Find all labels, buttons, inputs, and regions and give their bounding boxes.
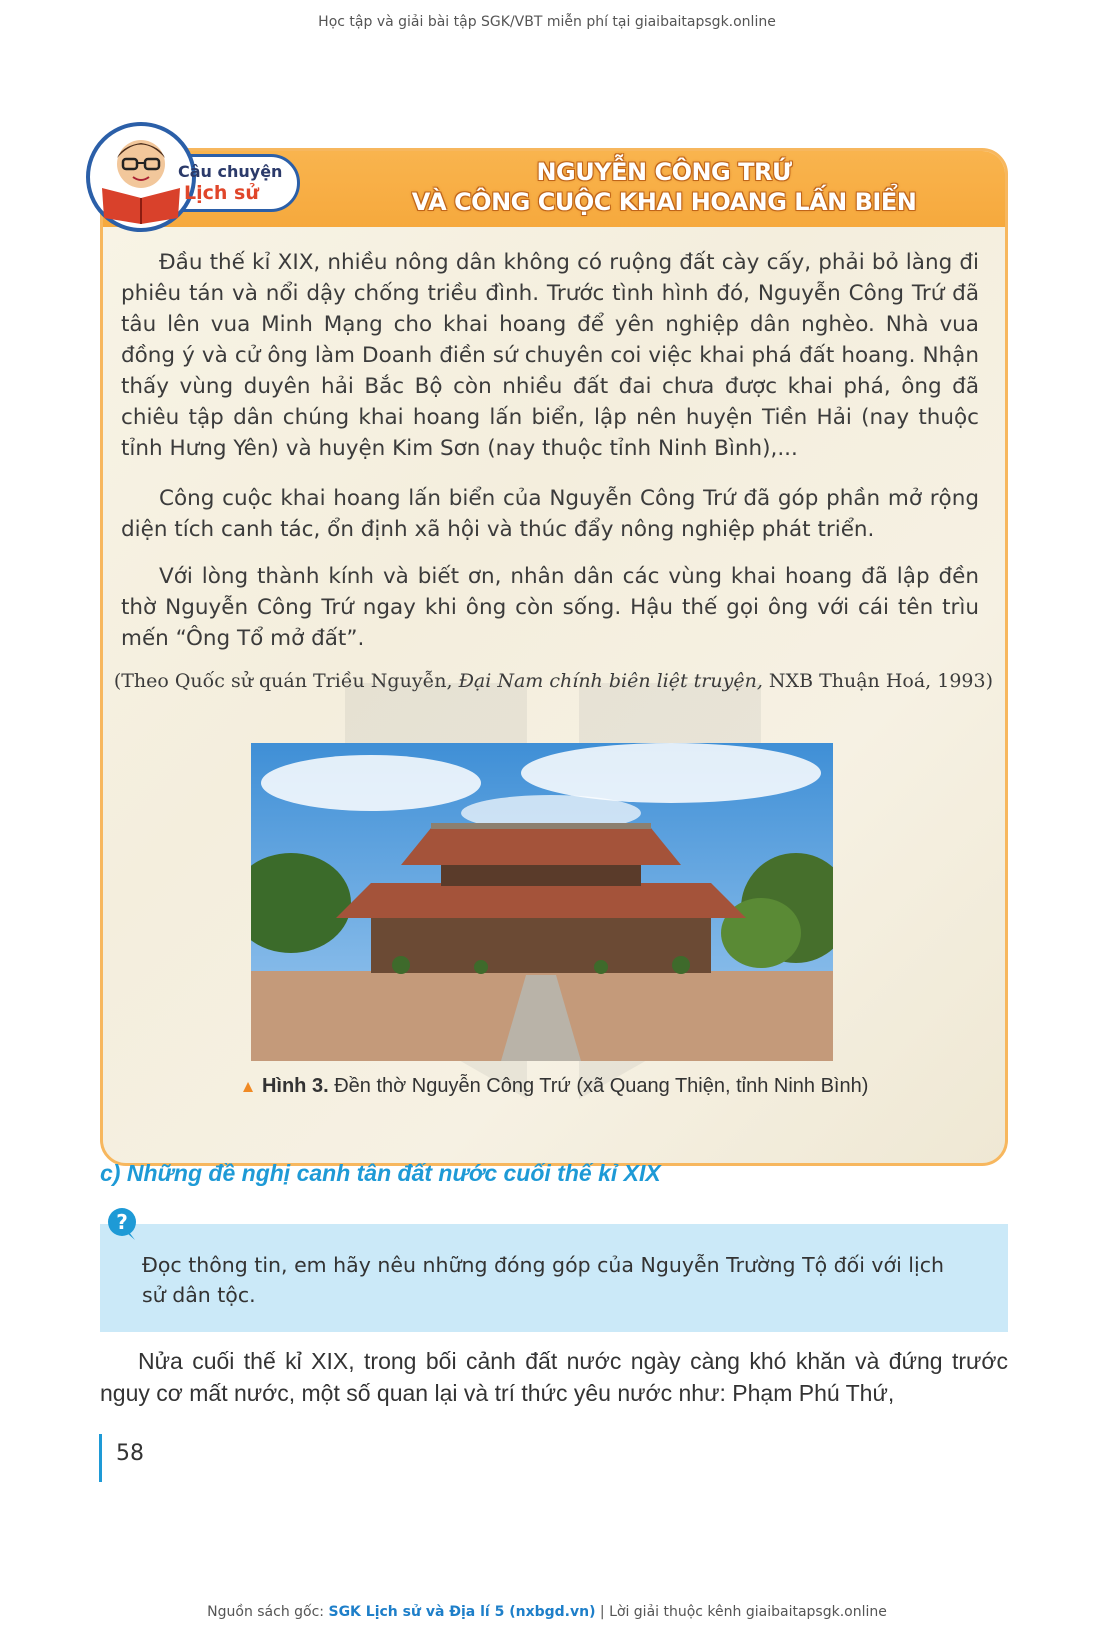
story-paragraph-2: Công cuộc khai hoang lấn biển của Nguyễn Công Trứ đã góp phần mở rộng diện tích canh tác, ổn định xã hội và thúc đẩy nông nghiệp phát triển. <box>121 486 979 542</box>
story-title <box>343 157 985 217</box>
footer: Nguồn sách gốc: SGK Lịch sử và Địa lí 5 (nxbgd.vn) | Lời giải thuộc kênh giaibaitapsgk.online <box>207 1604 887 1620</box>
question-box <box>100 1224 1008 1332</box>
question-mark-icon <box>105 1207 139 1241</box>
figure-caption <box>103 1075 1005 1098</box>
reading-boy-icon <box>90 126 192 228</box>
story-title-line2: VÀ CÔNG CUỘC KHAI HOANG LẤN BIỂN <box>411 188 917 216</box>
body-paragraph: Nửa cuối thế kỉ XIX, trong bối cảnh đất nước ngày càng khó khăn và đứng trước nguy cơ mất nước, một số quan lại và trí thức yêu nước như: Phạm Phú Thứ, <box>100 1348 1008 1406</box>
footer-source-link[interactable]: SGK Lịch sử và Địa lí 5 (nxbgd.vn) <box>328 1604 596 1620</box>
page-number: 58 <box>116 1441 144 1466</box>
section-heading: c) Những đề nghị canh tân đất nước cuối thế kỉ XIX <box>100 1160 661 1186</box>
badge-line2: Lịch sử <box>184 182 259 204</box>
caption-triangle-icon: ▲ <box>239 1077 257 1096</box>
temple-photo <box>251 743 833 1061</box>
story-badge <box>86 122 306 232</box>
story-title-line1: NGUYỄN CÔNG TRỨ <box>536 158 792 186</box>
page-number-bar <box>99 1434 102 1482</box>
svg-text:?: ? <box>116 1210 128 1234</box>
header-note: Học tập và giải bài tập SGK/VBT miễn phí tại giaibaitapsgk.online <box>318 14 776 30</box>
badge-line1: Câu chuyện <box>178 162 283 181</box>
story-paragraph-3: Với lòng thành kính và biết ơn, nhân dân các vùng khai hoang đã lập đền thờ Nguyễn Công Trứ ngay khi ông còn sống. Hậu thế gọi ông với cái tên trìu mến “Ông Tổ mở đất”. <box>121 564 979 651</box>
citation-book-title: Đại Nam chính biên liệt truyện, <box>458 670 763 692</box>
caption-label: Hình 3. <box>261 1075 329 1097</box>
question-text: Đọc thông tin, em hãy nêu những đóng góp của Nguyễn Trường Tộ đối với lịch sử dân tộc. <box>142 1253 944 1307</box>
caption-text: Đền thờ Nguyễn Công Trứ (xã Quang Thiện, tỉnh Ninh Bình) <box>328 1075 869 1097</box>
story-box <box>100 148 1008 1166</box>
story-paragraph-1: Đầu thế kỉ XIX, nhiều nông dân không có ruộng đất cày cấy, phải bỏ làng đi phiêu tán và nổi dậy chống triều đình. Trước tình hình đó, Nguyễn Công Trứ đã tâu lên vua Minh Mạng cho khai hoang để yên nghiệp dân nghèo. Nhà vua đồng ý và cử ông làm Doanh điền sứ chuyên coi việc khai phá đất hoang. Nhận thấy vùng duyên hải Bắc Bộ còn nhiều đất đai chưa được khai phá, ông đã chiêu tập dân chúng khai hoang lấn biển, lập nên huyện Tiền Hải (nay thuộc tỉnh Hưng Yên) và huyện Kim Sơn (nay thuộc tỉnh Ninh Bình),... <box>121 250 979 461</box>
story-citation: (Theo Quốc sử quán Triều Nguyễn, Đại Nam chính biên liệt truyện, NXB Thuận Hoá, 1993) <box>113 670 993 692</box>
